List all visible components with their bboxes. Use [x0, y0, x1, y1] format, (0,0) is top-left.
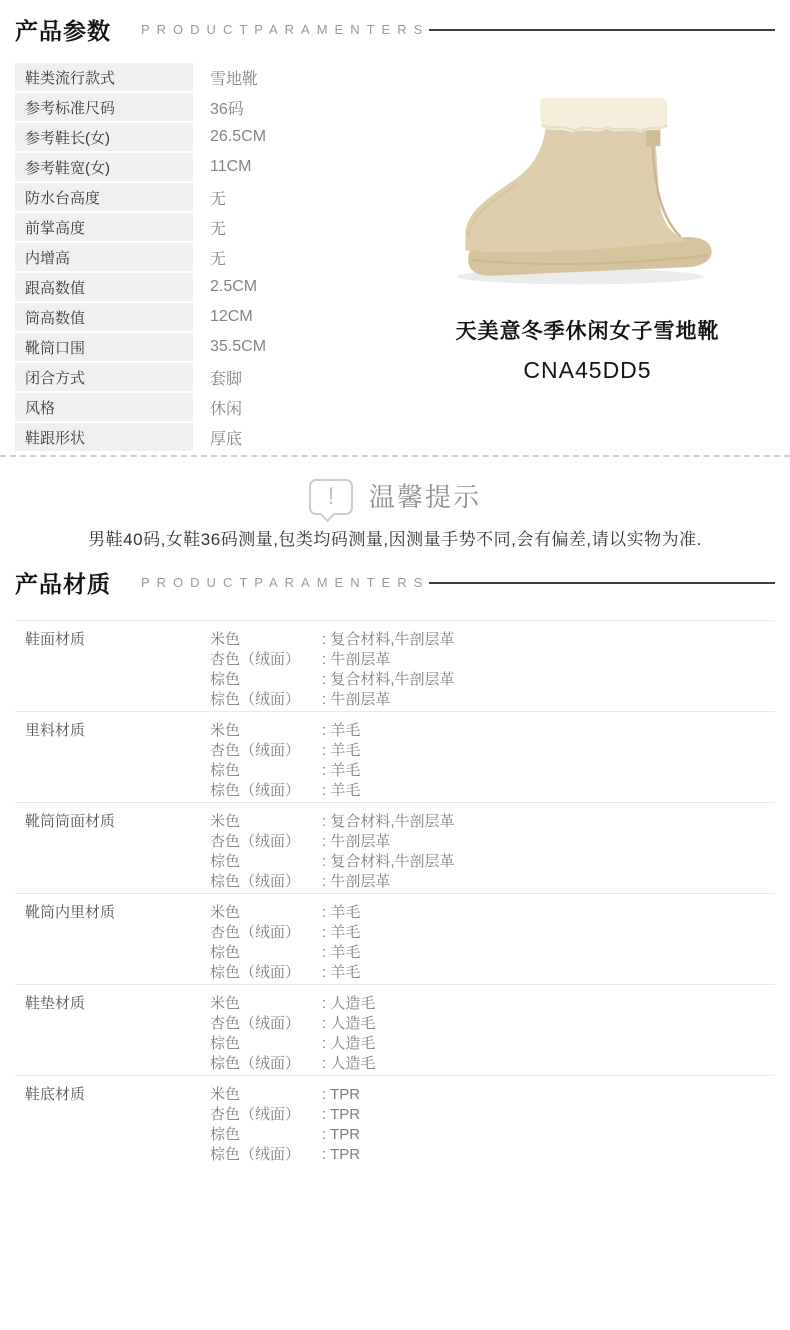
product-code: CNA45DD5 [523, 357, 652, 383]
product-column [400, 63, 775, 453]
material-value: : 复合材料,牛剖层革 [322, 813, 455, 830]
color-name: 杏色（绒面） [210, 742, 301, 759]
material-entries [210, 721, 775, 801]
material-entries [210, 903, 775, 983]
material-label: 鞋底材质 [25, 1086, 86, 1103]
header-rule [429, 582, 775, 584]
table-row [15, 393, 400, 421]
material-group [15, 711, 775, 802]
color-name: 米色 [210, 1086, 241, 1103]
material-entry [210, 1034, 775, 1054]
materials-section-title: 产品材质 [15, 571, 111, 597]
color-name: 棕色 [210, 762, 241, 779]
params-area [0, 59, 790, 453]
material-entry [210, 1014, 775, 1034]
param-label: 鞋类流行款式 [15, 63, 193, 91]
color-name: 杏色（绒面） [210, 1106, 301, 1123]
color-name: 米色 [210, 631, 241, 648]
param-value: 休闲 [210, 400, 243, 418]
material-group [15, 1075, 775, 1166]
color-name: 棕色 [210, 944, 241, 961]
material-entry [210, 903, 775, 923]
material-entry [210, 650, 775, 670]
param-label: 跟高数值 [15, 273, 193, 301]
material-entry [210, 994, 775, 1014]
exclamation-glyph: ! [327, 483, 335, 510]
param-value: 雪地靴 [210, 70, 259, 88]
table-row [15, 273, 400, 301]
material-entry [210, 1125, 775, 1145]
material-entry [210, 1105, 775, 1125]
material-entries [210, 994, 775, 1074]
material-value: : 羊毛 [322, 782, 361, 799]
param-value: 35.5CM [210, 338, 267, 355]
material-entries [210, 812, 775, 892]
material-value: : 人造毛 [322, 1015, 376, 1032]
material-value: : TPR [322, 1106, 361, 1123]
material-value: : 人造毛 [322, 1055, 376, 1072]
color-name: 棕色 [210, 671, 241, 688]
params-section-subtitle: PRODUCTPARAMENTERS [141, 22, 430, 37]
param-value: 2.5CM [210, 278, 258, 295]
material-entry [210, 852, 775, 872]
table-row [15, 363, 400, 391]
material-label: 鞋面材质 [25, 631, 86, 648]
params-table [15, 63, 400, 453]
table-row [15, 183, 400, 211]
material-label: 靴筒内里材质 [25, 904, 116, 921]
material-entry [210, 1145, 775, 1165]
color-name: 米色 [210, 722, 241, 739]
table-row [15, 243, 400, 271]
param-label: 风格 [15, 393, 193, 421]
table-row [15, 93, 400, 121]
material-value: : 复合材料,牛剖层革 [322, 853, 455, 870]
color-name: 米色 [210, 813, 241, 830]
param-value: 无 [210, 250, 227, 268]
color-name: 棕色 [210, 853, 241, 870]
table-row [15, 153, 400, 181]
color-name: 棕色（绒面） [210, 1055, 301, 1072]
material-entry [210, 690, 775, 710]
tips-header [0, 469, 790, 515]
color-name: 米色 [210, 904, 241, 921]
material-label: 里料材质 [25, 722, 86, 739]
color-name: 棕色（绒面） [210, 782, 301, 799]
param-label: 闭合方式 [15, 363, 193, 391]
material-value: : 牛剖层革 [322, 833, 391, 850]
param-label: 鞋跟形状 [15, 423, 193, 451]
material-group [15, 984, 775, 1075]
tips-title: 温馨提示 [368, 482, 481, 512]
material-entry [210, 923, 775, 943]
material-entry [210, 761, 775, 781]
material-entry [210, 812, 775, 832]
material-value: : 羊毛 [322, 742, 361, 759]
table-row [15, 213, 400, 241]
material-entry [210, 943, 775, 963]
materials-section-subtitle: PRODUCTPARAMENTERS [141, 575, 430, 590]
param-label: 靴筒口围 [15, 333, 193, 361]
material-value: : 牛剖层革 [322, 651, 391, 668]
tips-text: 男鞋40码,女鞋36码测量,包类均码测量,因测量手势不同,会有偏差,请以实物为准. [88, 530, 702, 549]
param-value: 12CM [210, 308, 253, 325]
material-value: : TPR [322, 1126, 361, 1143]
material-entry [210, 963, 775, 983]
material-entry [210, 630, 775, 650]
color-name: 杏色（绒面） [210, 651, 301, 668]
material-value: : 人造毛 [322, 995, 376, 1012]
material-value: : 羊毛 [322, 904, 361, 921]
material-value: : 牛剖层革 [322, 873, 391, 890]
color-name: 棕色（绒面） [210, 691, 301, 708]
params-section-title: 产品参数 [15, 18, 111, 44]
color-name: 棕色 [210, 1035, 241, 1052]
material-group [15, 620, 775, 711]
param-label: 参考标准尺码 [15, 93, 193, 121]
material-value: : 羊毛 [322, 762, 361, 779]
material-entry [210, 832, 775, 852]
material-entries [210, 1085, 775, 1165]
param-value: 无 [210, 220, 227, 238]
material-entry [210, 1054, 775, 1074]
material-entry [210, 741, 775, 761]
material-entry [210, 872, 775, 892]
color-name: 棕色（绒面） [210, 1146, 301, 1163]
material-entry [210, 781, 775, 801]
color-name: 杏色（绒面） [210, 924, 301, 941]
material-value: : 复合材料,牛剖层革 [322, 671, 455, 688]
param-value: 厚底 [210, 430, 243, 448]
exclamation-bubble-icon [309, 479, 353, 515]
material-group [15, 802, 775, 893]
color-name: 棕色（绒面） [210, 964, 301, 981]
param-label: 内增高 [15, 243, 193, 271]
table-row [15, 63, 400, 91]
material-group [15, 893, 775, 984]
material-value: : 羊毛 [322, 924, 361, 941]
param-label: 参考鞋宽(女) [15, 153, 193, 181]
param-value: 无 [210, 190, 227, 208]
material-value: : TPR [322, 1086, 361, 1103]
material-label: 鞋垫材质 [25, 995, 86, 1012]
param-value: 26.5CM [210, 128, 267, 145]
params-section-header [0, 0, 790, 59]
materials-table [15, 620, 775, 1166]
color-name: 米色 [210, 995, 241, 1012]
material-entry [210, 721, 775, 741]
color-name: 杏色（绒面） [210, 833, 301, 850]
material-value: : 羊毛 [322, 722, 361, 739]
material-value: : 羊毛 [322, 964, 361, 981]
color-name: 杏色（绒面） [210, 1015, 301, 1032]
table-row [15, 303, 400, 331]
param-value: 套脚 [210, 370, 243, 388]
param-label: 参考鞋长(女) [15, 123, 193, 151]
tips-section [0, 457, 790, 550]
table-row [15, 423, 400, 451]
param-label: 前掌高度 [15, 213, 193, 241]
product-name: 天美意冬季休闲女子雪地靴 [455, 320, 720, 343]
material-value: : 复合材料,牛剖层革 [322, 631, 455, 648]
color-name: 棕色 [210, 1126, 241, 1143]
param-value: 11CM [210, 158, 252, 175]
table-row [15, 333, 400, 361]
material-label: 靴筒筒面材质 [25, 813, 116, 830]
param-label: 筒高数值 [15, 303, 193, 331]
param-value: 36码 [210, 100, 244, 118]
material-entry [210, 1085, 775, 1105]
materials-section-header [0, 550, 790, 612]
table-row [15, 123, 400, 151]
product-image-snow-boot [433, 71, 743, 293]
header-rule [429, 29, 775, 31]
material-value: : 羊毛 [322, 944, 361, 961]
material-value: : TPR [322, 1146, 361, 1163]
color-name: 棕色（绒面） [210, 873, 301, 890]
material-entry [210, 670, 775, 690]
param-label: 防水台高度 [15, 183, 193, 211]
material-value: : 人造毛 [322, 1035, 376, 1052]
material-value: : 牛剖层革 [322, 691, 391, 708]
material-entries [210, 630, 775, 710]
